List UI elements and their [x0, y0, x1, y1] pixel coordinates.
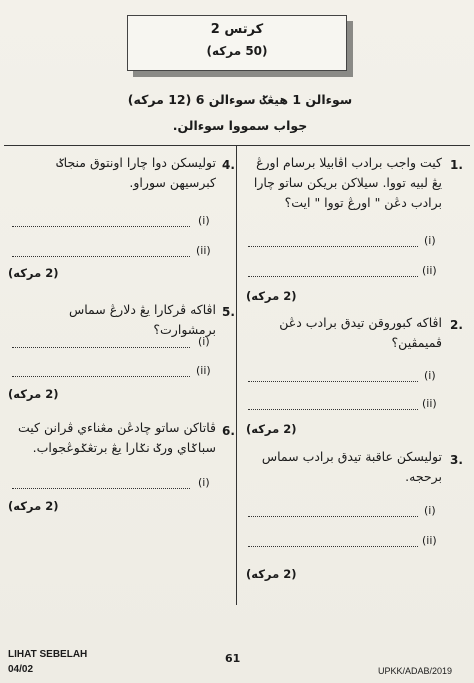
question-marks: (2 مركه) [8, 387, 59, 401]
answer-line[interactable]: (i) [12, 215, 216, 229]
answer-line[interactable]: (i) [248, 505, 444, 519]
answer-line[interactable]: (ii) [248, 535, 444, 549]
answer-line[interactable]: (i) [248, 370, 444, 384]
answer-line[interactable]: (i) [248, 235, 444, 249]
answer-line[interactable]: (i) [12, 477, 216, 491]
top-rule [4, 145, 470, 146]
question-number: 5. [222, 305, 235, 319]
section-title: سوءالن 1 هيڠݢ سوءالن 6 (12 مركه) [127, 92, 353, 107]
footer-code: 04/02 [8, 664, 34, 675]
question-text: اڤاكه كبوروقن تيدق برادب دڠن ڤميمڤين؟ [279, 315, 442, 350]
paper-total-marks: (50 مركه) [206, 44, 268, 58]
question-number: 2. [450, 318, 463, 332]
section-instruction: جواب سمووا سوءالن. [172, 118, 308, 133]
question-marks: (2 مركه) [8, 266, 59, 280]
question-number: 1. [450, 158, 463, 172]
question-text: اڤاكه ڤركارا يڠ دلارڠ سماس برمشوارت؟ [68, 302, 216, 337]
question-number: 4. [222, 158, 235, 172]
question-marks: (2 مركه) [246, 422, 297, 436]
question-marks: (2 مركه) [246, 289, 297, 303]
paper-title: كرتس 2 [210, 22, 264, 37]
column-divider [236, 145, 237, 605]
answer-line[interactable]: (ii) [248, 265, 444, 279]
question-number: 6. [222, 424, 235, 438]
page-number: 61 [225, 652, 241, 665]
question-text: ڤاتاكن ساتو چادڠن مڠناءي ڤرانن كيت سباݢاي ورݢ نݢارا يڠ برتڠݢوڠجواب. [17, 420, 216, 455]
answer-line[interactable]: (ii) [12, 245, 216, 259]
question-text: توليسكن عاقبة تيدق برادب سماس برحجه. [261, 449, 442, 484]
question-marks: (2 مركه) [8, 499, 59, 513]
paper-header-box [127, 15, 347, 71]
answer-line[interactable]: (ii) [12, 365, 216, 379]
question-text: توليسكن دوا چارا اونتوق منجاݢ كبرسيهن سوراو. [56, 155, 216, 190]
answer-line[interactable]: (i) [12, 336, 216, 350]
footer-turn-over: LIHAT SEBELAH [8, 649, 88, 660]
answer-line[interactable]: (ii) [248, 398, 444, 412]
question-number: 3. [450, 453, 463, 467]
question-marks: (2 مركه) [246, 567, 297, 581]
question-text: كيت واجب برادب اڤابيلا برسام اورڠ يڠ لبيه تووا. سيلاكن بريكن ساتو چارا برادب دڠن " اورڠ تووا " ايت؟ [253, 155, 442, 210]
footer-paper-ref: UPKK/ADAB/2019 [378, 666, 453, 676]
